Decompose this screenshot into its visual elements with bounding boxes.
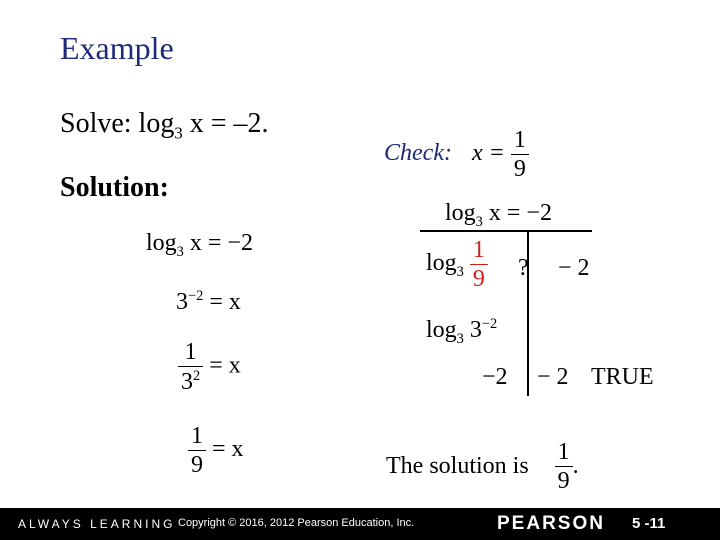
check-label: Check:	[384, 140, 452, 167]
conclusion-num: 1	[557, 439, 570, 465]
step3-den	[178, 366, 203, 394]
conclusion-text: The solution is	[386, 453, 529, 479]
step-4	[188, 424, 244, 477]
row1-rhs: − 2	[558, 255, 590, 281]
conclusion-den: 9	[555, 466, 573, 493]
problem-statement	[60, 108, 269, 144]
step3-fraction	[178, 340, 203, 394]
problem-prefix: Solve: log	[60, 108, 175, 139]
row1-base: 3	[456, 263, 464, 280]
footer-tagline: ALWAYS LEARNING	[18, 517, 176, 531]
step3-num: 1	[184, 339, 197, 365]
row2-base: 3	[456, 330, 464, 347]
pearson-logo: PEARSON	[497, 513, 605, 534]
conclusion-fraction	[555, 440, 573, 493]
step4-fraction	[188, 424, 206, 477]
check-den: 9	[511, 154, 529, 181]
step2-base: 3	[176, 289, 188, 315]
row1-fraction	[470, 238, 488, 291]
header-base: 3	[475, 213, 483, 230]
row1-den: 9	[470, 264, 488, 291]
step3-rest: = x	[203, 352, 241, 379]
check-row-1	[426, 238, 488, 291]
row1-num: 1	[472, 237, 485, 263]
step4-rest: = x	[206, 436, 244, 463]
step4-den: 9	[188, 450, 206, 477]
row1-question-mark: ?	[518, 255, 529, 281]
check-table-header	[445, 200, 552, 231]
check-heading	[384, 128, 529, 181]
problem-base: 3	[174, 123, 183, 143]
step-3	[178, 340, 241, 394]
row2-pow-exp: −2	[481, 316, 498, 332]
step1-log: log	[146, 230, 177, 256]
step3-den-exp: 2	[193, 368, 201, 384]
row3-rhs: − 2	[537, 364, 569, 390]
row2-log: log	[426, 317, 457, 343]
page-number: 5 -11	[632, 515, 666, 532]
solution-label: Solution:	[60, 172, 169, 203]
row2-pow-base: 3	[469, 317, 482, 343]
slide-title: Example	[60, 30, 174, 66]
row1-log: log	[426, 250, 457, 277]
row3-verdict: TRUE	[591, 364, 654, 390]
conclusion-period: .	[572, 453, 579, 479]
step2-exp: −2	[188, 288, 204, 304]
conclusion	[386, 440, 579, 493]
step4-num: 1	[191, 423, 203, 449]
footer-bar	[0, 508, 720, 540]
row3-lhs: −2	[482, 364, 508, 390]
step3-den-base: 3	[181, 369, 193, 395]
step1-base: 3	[176, 243, 184, 260]
step-1	[146, 230, 253, 261]
problem-rest: x = –2.	[182, 108, 269, 139]
check-row-2	[426, 316, 497, 348]
header-rest: x = −2	[482, 200, 552, 226]
footer-copyright: Copyright © 2016, 2012 Pearson Education, Inc.	[178, 517, 415, 529]
step-2	[176, 288, 241, 316]
step1-rest: x = −2	[183, 230, 253, 256]
check-lhs: x =	[471, 140, 511, 167]
check-fraction	[511, 128, 529, 181]
check-num: 1	[513, 127, 526, 153]
header-log: log	[445, 200, 476, 226]
step2-rest: = x	[203, 289, 241, 315]
